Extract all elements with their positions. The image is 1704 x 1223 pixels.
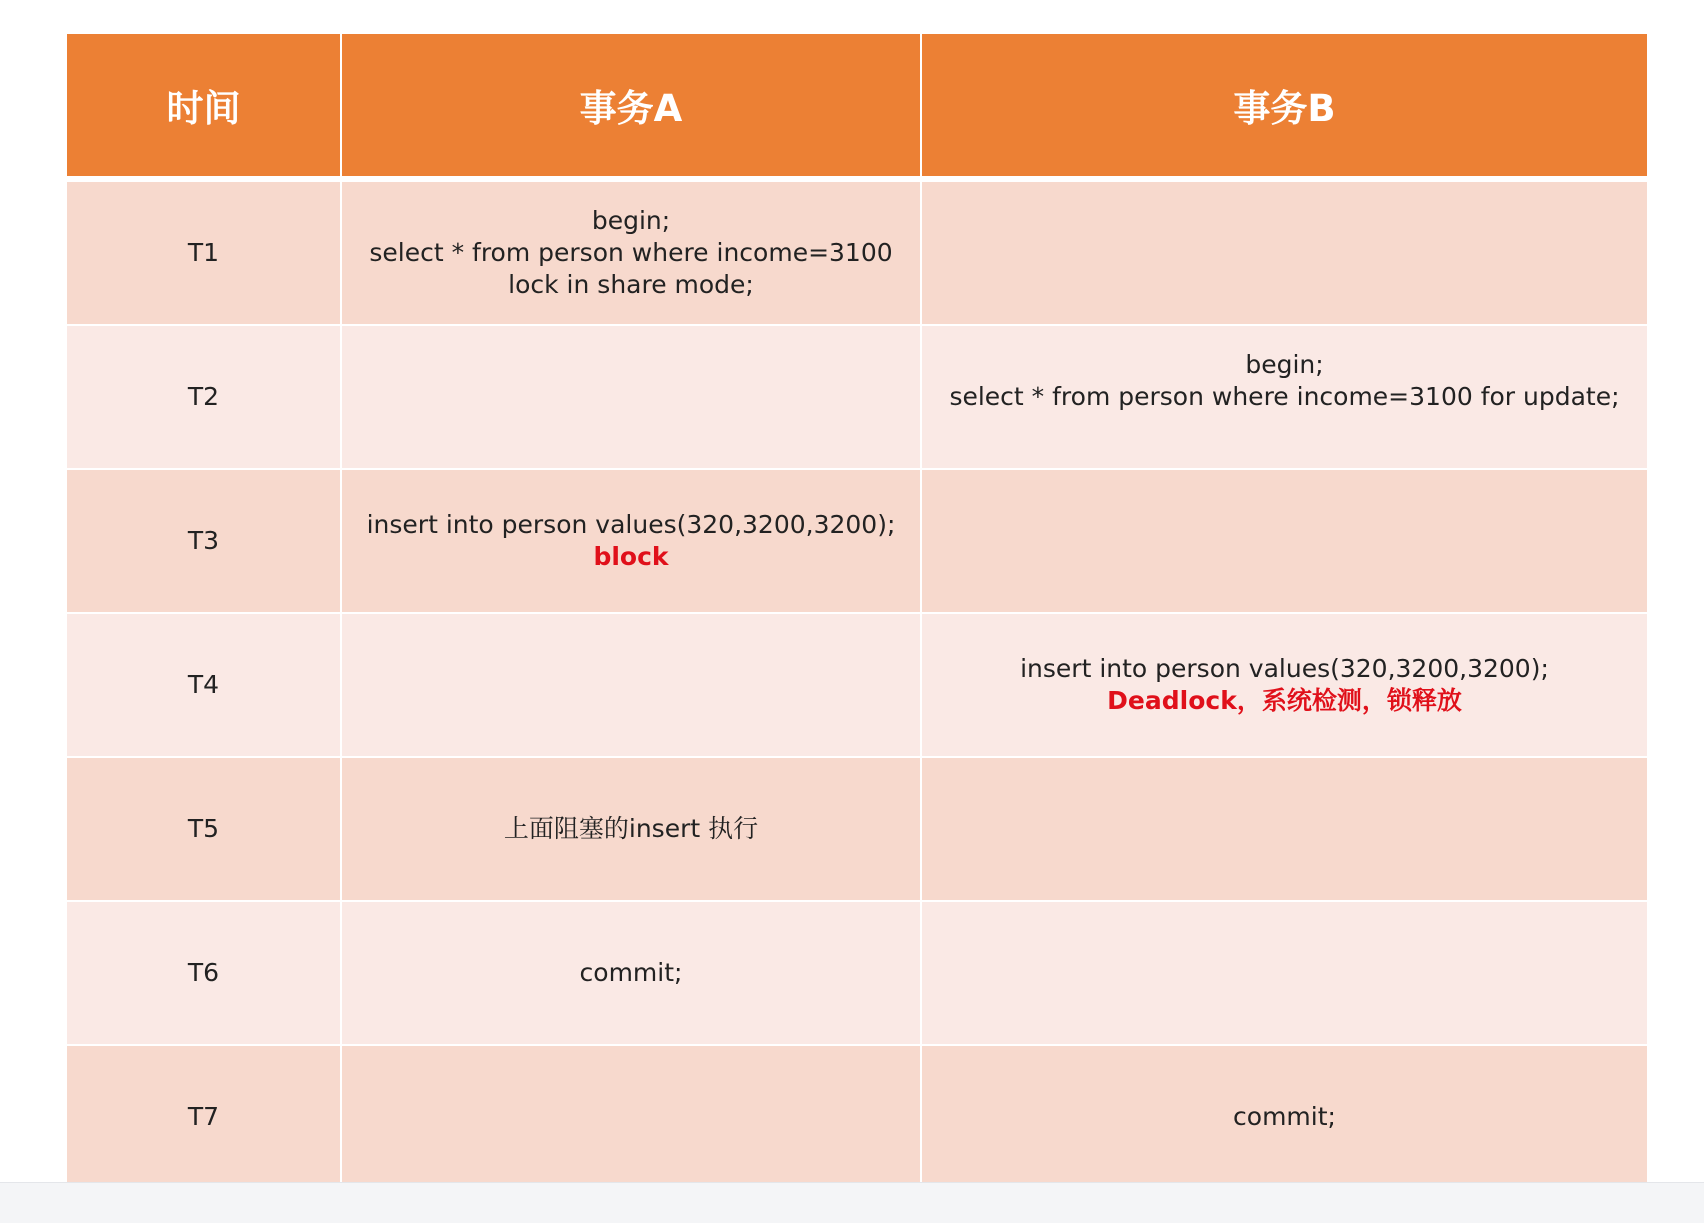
transaction-b-cell [921,469,1647,613]
transaction-a-cell [341,325,921,469]
transaction-b-cell [921,1045,1647,1189]
page-bottom-bar [0,1182,1704,1223]
statement-line: commit; [1233,1102,1336,1131]
header-transaction-b: 事务B [921,34,1647,179]
transaction-a-cell [341,901,921,1045]
deadlock-warning: Deadlock，系统检测，锁释放 [1107,686,1462,715]
statement-spacer [928,413,1641,445]
table-row [67,469,1647,613]
time-cell: T1 [67,179,341,325]
time-cell: T7 [67,1045,341,1189]
table-row [67,179,1647,325]
time-cell: T5 [67,757,341,901]
transaction-b-cell [921,325,1647,469]
time-cell: T2 [67,325,341,469]
table-row [67,901,1647,1045]
statement-line: insert into person values(320,3200,3200); [1020,654,1549,683]
transaction-a-cell [341,179,921,325]
transaction-timeline-table-wrapper [67,34,1647,1190]
table-row [67,613,1647,757]
transaction-b-cell [921,901,1647,1045]
transaction-b-cell [921,613,1647,757]
transaction-a-cell [341,613,921,757]
header-time: 时间 [67,34,341,179]
transaction-b-cell [921,757,1647,901]
time-cell: T6 [67,901,341,1045]
table-row [67,757,1647,901]
transaction-timeline-table [67,34,1647,1190]
statement-line: select * from person where income=3100 for update; [949,382,1620,411]
header-transaction-a: 事务A [341,34,921,179]
time-cell: T3 [67,469,341,613]
statement-line: insert into person values(320,3200,3200); [366,510,896,539]
transaction-b-cell [921,179,1647,325]
statement-line: 上面阻塞的insert 执行 [503,814,759,843]
block-warning: block [593,542,669,571]
statement-line: lock in share mode; [508,270,754,299]
transaction-a-cell [341,469,921,613]
statement-line: begin; [1245,350,1324,379]
statement-line: commit; [579,958,683,987]
header-row [67,34,1647,179]
time-cell: T4 [67,613,341,757]
table-row [67,325,1647,469]
table-row [67,1045,1647,1189]
transaction-a-cell [341,1045,921,1189]
transaction-a-cell [341,757,921,901]
statement-line: begin; [591,206,671,235]
statement-line: select * from person where income=3100 [369,238,893,267]
